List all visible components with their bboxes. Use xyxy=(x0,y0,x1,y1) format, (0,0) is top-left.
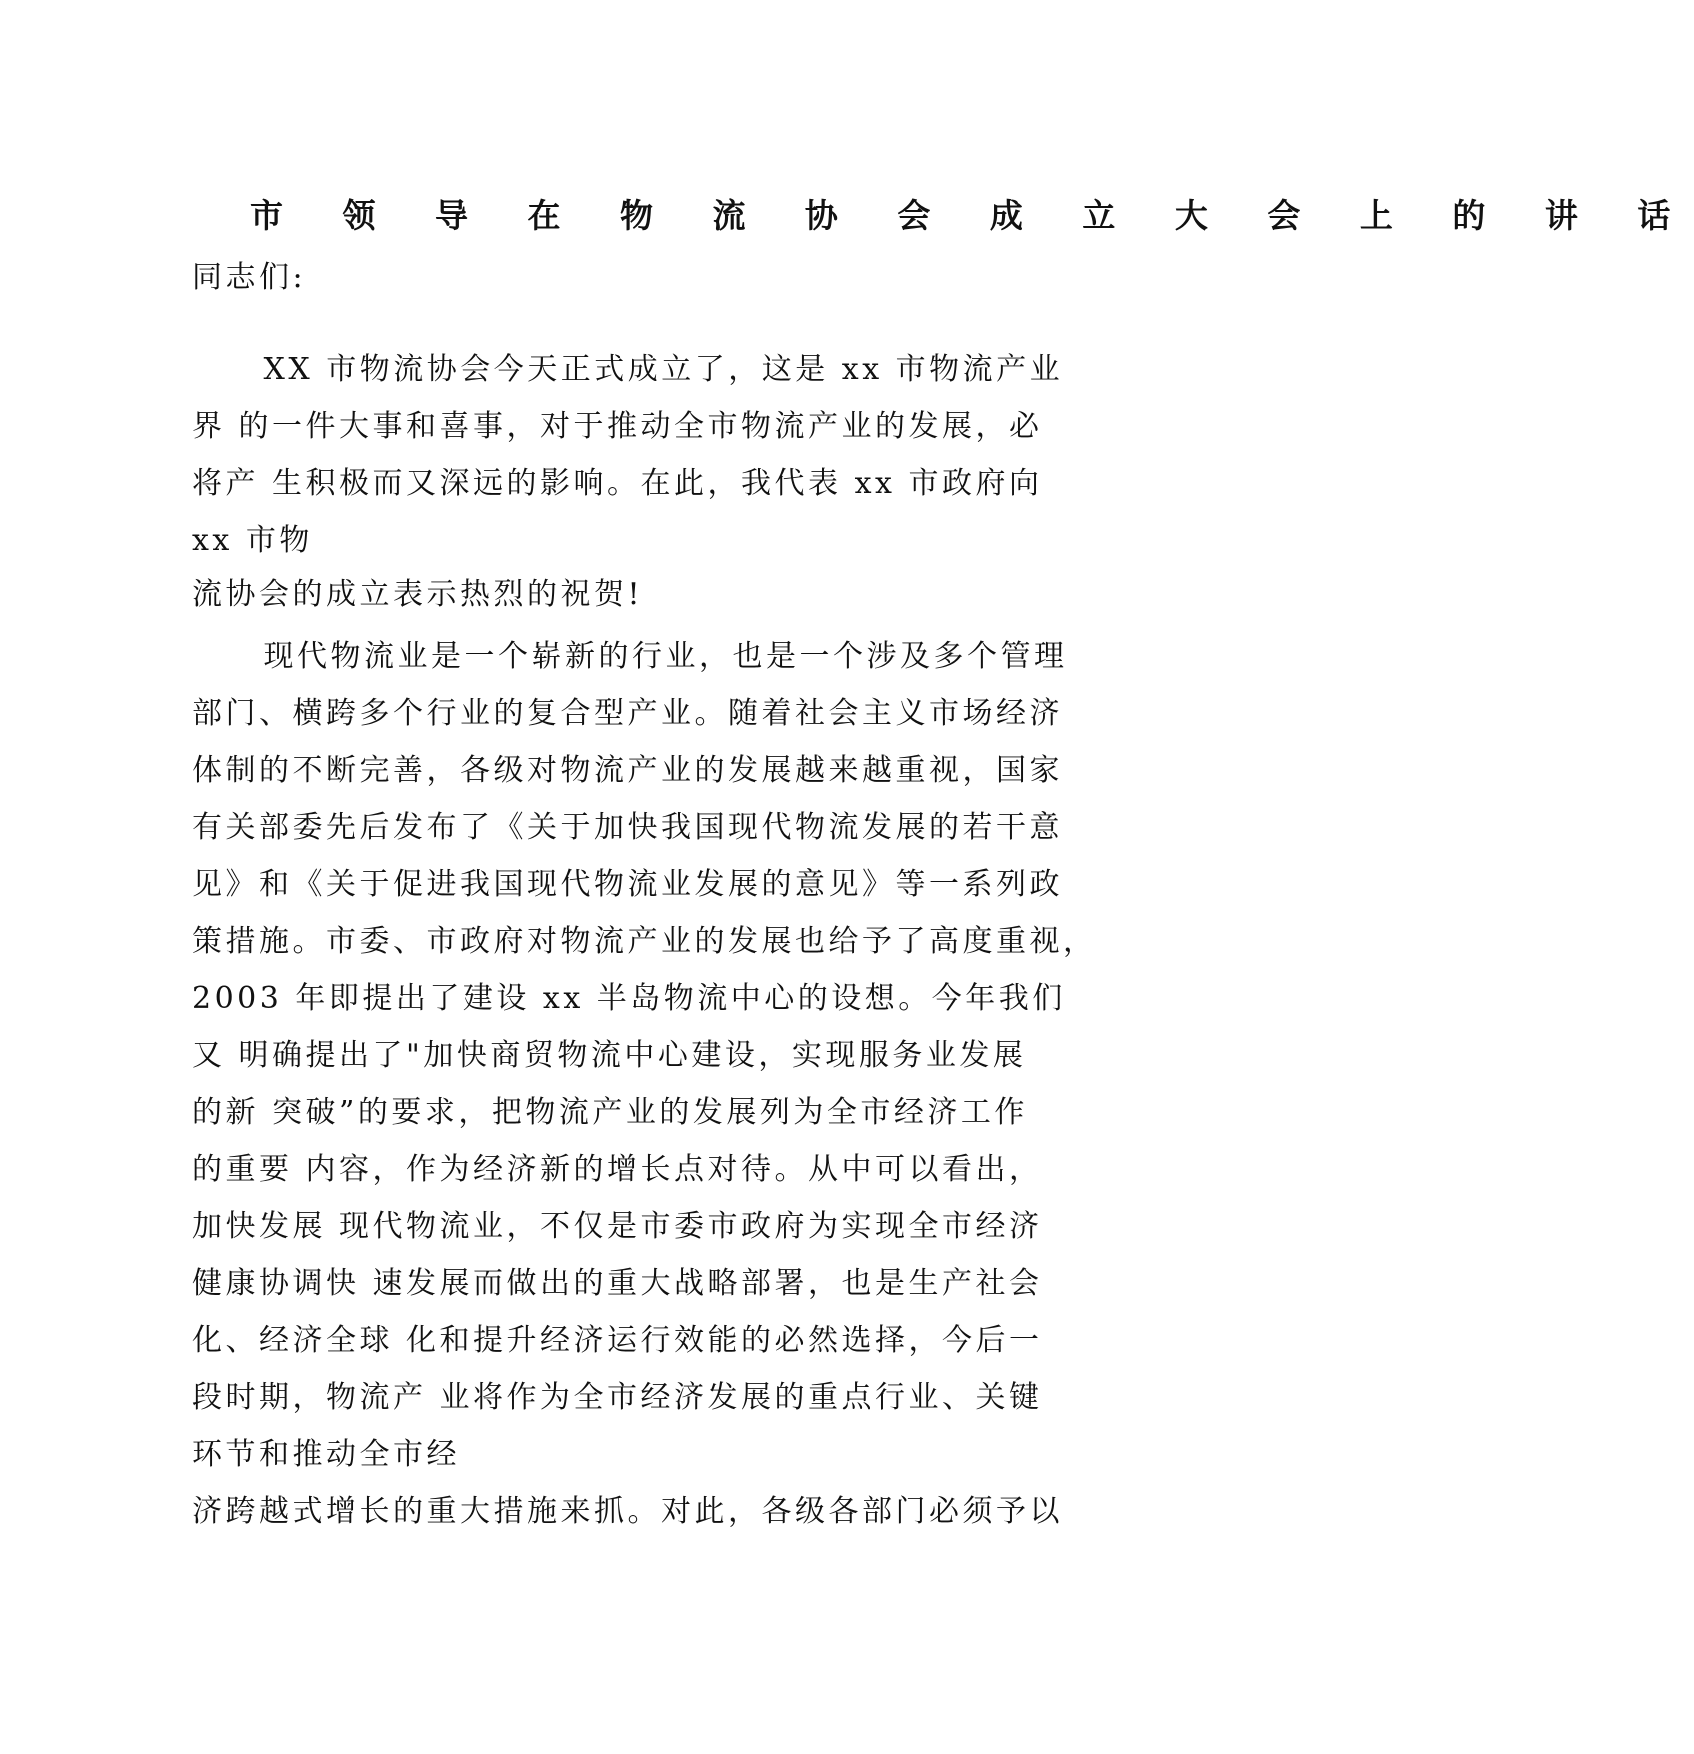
paragraph-line: 的重要 内容，作为经济新的增长点对待。从中可以看出， xyxy=(192,1152,1043,1187)
paragraph-line: 将产 生积极而又深远的影响。在此，我代表 xx 市政府向 xyxy=(192,466,1043,501)
paragraph-line: 2003 年即提出了建设 xx 半岛物流中心的设想。今年我们 xyxy=(192,981,1066,1016)
paragraph-line: 有关部委先后发布了《关于加快我国现代物流发展的若干意 xyxy=(192,810,1063,845)
paragraph-line: 部门、横跨多个行业的复合型产业。随着社会主义市场经济 xyxy=(192,696,1063,731)
paragraph-line: 段时期，物流产 业将作为全市经济发展的重点行业、关键 xyxy=(192,1380,1043,1415)
paragraph-line: 流协会的成立表示热烈的祝贺! xyxy=(192,577,644,612)
paragraph-line: 化、经济全球 化和提升经济运行效能的必然选择，今后一 xyxy=(192,1323,1043,1358)
paragraph-line: 又 明确提出了"加快商贸物流中心建设，实现服务业发展 xyxy=(192,1038,1027,1073)
paragraph-line: 济跨越式增长的重大措施来抓。对此，各级各部门必须予以 xyxy=(192,1494,1063,1529)
paragraph-line: 策措施。市委、市政府对物流产业的发展也给予了高度重视， xyxy=(192,924,1097,959)
paragraph-line: 的新 突破”的要求，把物流产业的发展列为全市经济工作 xyxy=(192,1095,1028,1130)
paragraph-line: 健康协调快 速发展而做出的重大战略部署，也是生产社会 xyxy=(192,1266,1043,1301)
paragraph-line: 界 的一件大事和喜事，对于推动全市物流产业的发展，必 xyxy=(192,409,1043,444)
paragraph-line: XX 市物流协会今天正式成立了，这是 xx 市物流产业 xyxy=(230,352,1064,387)
paragraph-line: 见》和《关于促进我国现代物流业发展的意见》等一系列政 xyxy=(192,867,1063,902)
paragraph-line: 加快发展 现代物流业，不仅是市委市政府为实现全市经济 xyxy=(192,1209,1043,1244)
paragraph-line: 体制的不断完善，各级对物流产业的发展越来越重视，国家 xyxy=(192,753,1063,788)
paragraph-line: 环节和推动全市经 xyxy=(192,1437,460,1472)
paragraph-line: 现代物流业是一个崭新的行业，也是一个涉及多个管理 xyxy=(230,639,1068,674)
document-title: 市 领 导 在 物 流 协 会 成 立 大 会 上 的 讲 话 xyxy=(250,196,1694,235)
salutation-line: 同志们: xyxy=(192,260,307,295)
paragraph-line: xx 市物 xyxy=(192,523,313,558)
